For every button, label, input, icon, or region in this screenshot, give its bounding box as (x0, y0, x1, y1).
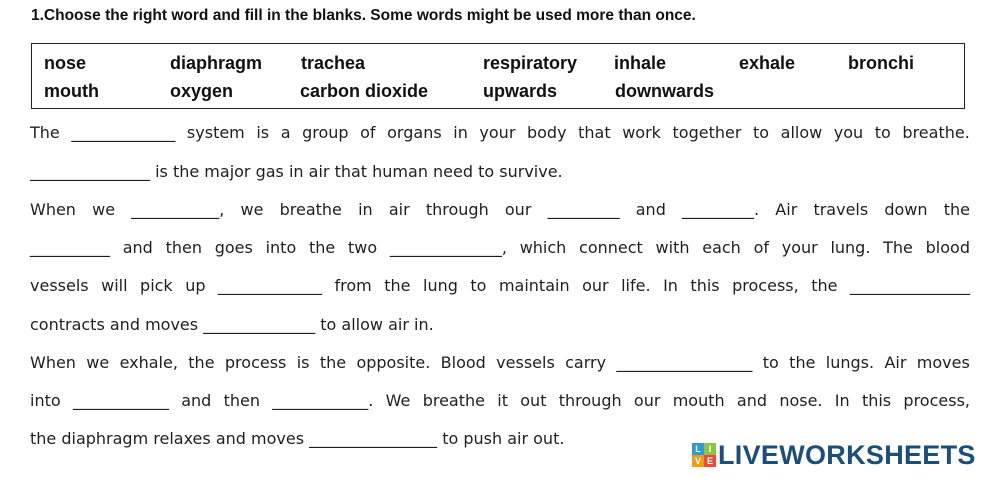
passage-word: , (501, 238, 507, 257)
passage-word: process (224, 353, 287, 372)
blank-7-group (390, 238, 507, 258)
passage-word: a (280, 123, 291, 142)
passage-word: through (425, 200, 489, 219)
blank-6[interactable]: __________ (30, 238, 110, 257)
blank-12[interactable]: ____________ (72, 391, 169, 410)
passage-word: is (296, 353, 310, 372)
blank-13-group (272, 391, 373, 411)
blank-3[interactable]: ___________ (131, 200, 220, 219)
passage-word: our (504, 200, 532, 219)
passage-word: to (874, 123, 891, 142)
blank-13[interactable]: ____________ (272, 391, 369, 410)
passage-word: blood (925, 238, 970, 257)
passage-line-1 (30, 123, 970, 143)
passage-word: nose. (779, 391, 823, 410)
passage-word: into (30, 391, 61, 410)
passage-word: breathe (279, 200, 342, 219)
passage-word: In (663, 276, 678, 295)
word-bank-item: bronchi (848, 53, 914, 73)
passage-word: we (86, 353, 110, 372)
passage-word: this (861, 391, 892, 410)
logo-tile: I (704, 443, 716, 455)
passage-word: goes (214, 238, 253, 257)
passage-word: breathe. (902, 123, 970, 142)
passage-word: process, (903, 391, 970, 410)
passage-word: into (265, 238, 297, 257)
word-bank-item: exhale (739, 53, 796, 73)
passage-word: breathe (422, 391, 485, 410)
passage-word: it (497, 391, 508, 410)
passage-word: down (884, 200, 928, 219)
passage-word: lung. (830, 238, 871, 257)
passage-word: Air (775, 200, 798, 219)
passage-word: your (781, 238, 818, 257)
passage-text: to allow air in. (320, 315, 434, 334)
passage-word: allow (780, 123, 823, 142)
passage-word: mouth (672, 391, 725, 410)
passage-word: together (672, 123, 742, 142)
word-bank-item: upwards (483, 81, 558, 101)
blank-10[interactable]: ______________ (203, 315, 316, 334)
passage-word: , (219, 200, 225, 219)
passage-word: . (368, 391, 374, 410)
passage-word: of (360, 123, 376, 142)
passage-word: out (520, 391, 547, 410)
blank-9[interactable]: _______________ (849, 276, 970, 295)
passage-word: carry (565, 353, 607, 372)
passage-word: through (558, 391, 622, 410)
passage-word: the (319, 353, 347, 372)
passage-word: lungs. (825, 353, 875, 372)
blank-4[interactable]: _________ (547, 200, 620, 219)
passage-line-6 (30, 315, 970, 335)
passage-word: vessels (496, 353, 555, 372)
passage-word: your (479, 123, 516, 142)
blank-8[interactable]: _____________ (218, 276, 322, 295)
passage-word: then (165, 238, 202, 257)
blank-14[interactable]: ________________ (309, 429, 438, 448)
passage-word: travels (813, 200, 869, 219)
passage-word: and (736, 391, 768, 410)
passage-word: The (883, 238, 913, 257)
passage-word: two (347, 238, 378, 257)
passage-word: . (754, 200, 760, 219)
passage-word: the (811, 276, 838, 295)
passage-word: organs (387, 123, 442, 142)
passage-word: process, (732, 276, 799, 295)
passage-word: this (690, 276, 720, 295)
passage-line-4 (30, 238, 970, 258)
logo-tile: L (692, 443, 704, 455)
passage-word: the (384, 276, 411, 295)
passage-word: we (92, 200, 116, 219)
passage-word: our (633, 391, 661, 410)
blank-1[interactable]: _____________ (71, 123, 176, 142)
passage-word: opposite. (356, 353, 431, 372)
passage-word: and (181, 391, 212, 410)
passage-line-7 (30, 353, 970, 373)
passage-word: maintain (498, 276, 570, 295)
passage-word: When (30, 353, 76, 372)
passage-word: the (789, 353, 816, 372)
passage-word: the (308, 238, 336, 257)
passage-word: system (186, 123, 245, 142)
logo-tile: V (692, 455, 704, 467)
blank-2[interactable]: _______________ (30, 162, 150, 181)
word-bank-item: inhale (614, 53, 667, 73)
passage-word: exhale, (119, 353, 178, 372)
passage-word: Blood (440, 353, 486, 372)
passage-word: body (526, 123, 567, 142)
passage-word: work (622, 123, 661, 142)
passage-word: that (578, 123, 611, 142)
passage-word: we (240, 200, 264, 219)
passage-word: life. (621, 276, 651, 295)
instruction-heading: 1.Choose the right word and fill in the blanks. Some words might be used more than once. (31, 7, 696, 24)
passage-word: which (519, 238, 567, 257)
word-bank-item: diaphragm (170, 53, 263, 73)
liveworksheets-logo (692, 440, 976, 470)
blank-5[interactable]: _________ (682, 200, 755, 219)
passage-text: to push air out. (442, 429, 565, 448)
passage-word: The (30, 123, 60, 142)
blank-7[interactable]: ______________ (389, 238, 502, 257)
passage-word: is (256, 123, 270, 142)
passage-word: to (753, 123, 770, 142)
logo-tile: E (704, 455, 716, 467)
passage-word: in (453, 123, 468, 142)
passage-word: then (223, 391, 261, 410)
word-bank (31, 43, 965, 109)
passage-word: In (834, 391, 850, 410)
passage-line-8 (30, 391, 970, 411)
passage-word: moves (916, 353, 970, 372)
passage-word: When (30, 200, 76, 219)
word-bank-item: respiratory (483, 53, 578, 73)
word-bank-item: nose (44, 53, 87, 73)
passage-word: to (470, 276, 487, 295)
passage-text: is the major gas in air that human need to survive. (155, 162, 563, 181)
passage-word: each (702, 238, 741, 257)
passage-line-2 (30, 162, 970, 182)
passage-word: up (185, 276, 206, 295)
passage-line-3 (30, 200, 970, 220)
liveworksheets-logo-icon (692, 443, 716, 467)
passage-word: vessels (30, 276, 89, 295)
passage-word: you (833, 123, 864, 142)
blank-5-group (682, 200, 759, 220)
passage-word: in (358, 200, 373, 219)
blank-11[interactable]: _________________ (616, 353, 753, 372)
word-bank-item: carbon dioxide (300, 81, 429, 101)
liveworksheets-logo-text: LIVEWORKSHEETS (718, 439, 976, 470)
passage-word: of (753, 238, 769, 257)
passage-word: from (334, 276, 372, 295)
passage-word: Air (884, 353, 907, 372)
passage-word: air (388, 200, 410, 219)
passage-word: We (385, 391, 411, 410)
passage-word: connect (579, 238, 643, 257)
word-bank-item: oxygen (170, 81, 234, 101)
passage-word: and (635, 200, 666, 219)
passage-word: with (655, 238, 690, 257)
passage-line-5 (30, 276, 970, 296)
passage-word: to (762, 353, 779, 372)
passage-word: the (188, 353, 215, 372)
passage-word: will (101, 276, 128, 295)
passage-word: group (302, 123, 349, 142)
word-bank-item: mouth (44, 81, 99, 101)
blank-3-group (131, 200, 224, 220)
word-bank-item: downwards (615, 81, 715, 101)
passage-word: lung (423, 276, 458, 295)
passage-text: the diaphragm relaxes and moves (30, 429, 305, 448)
passage-word: pick (140, 276, 173, 295)
passage-word: and (122, 238, 153, 257)
passage-word: our (582, 276, 609, 295)
word-bank-item: trachea (301, 53, 366, 73)
passage-text: contracts and moves (30, 315, 199, 334)
passage-word: the (943, 200, 970, 219)
